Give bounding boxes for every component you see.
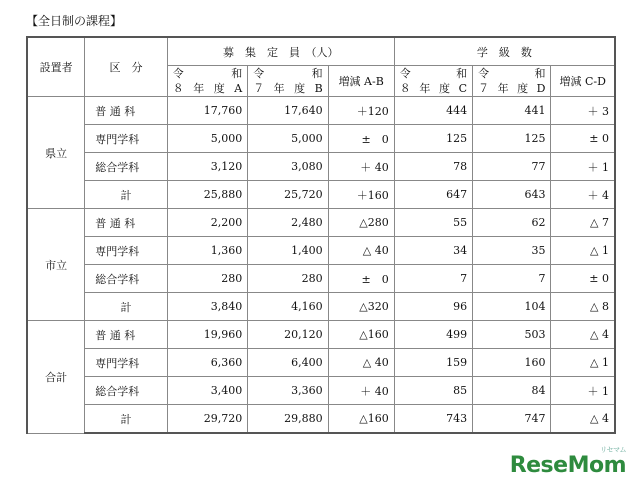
capacity-b-cell: 5,000	[248, 125, 328, 153]
capacity-a-cell: 1,360	[167, 237, 247, 265]
classes-d-cell: 160	[473, 349, 551, 377]
header-glyph: 令	[253, 67, 265, 80]
header-glyph: C	[458, 82, 468, 95]
capacity-b-cell: 25,720	[248, 181, 328, 209]
table-row	[27, 293, 615, 321]
header-glyph: 和	[231, 67, 243, 80]
table-row	[27, 321, 615, 349]
capacity-diff-cell: △160	[328, 405, 394, 434]
capacity-b-cell: 1,400	[248, 237, 328, 265]
capacity-diff-cell: △160	[328, 321, 394, 349]
logo-ruby: リセマム	[600, 446, 626, 454]
header-glyph: 和	[311, 67, 323, 80]
header-glyph: 年	[419, 82, 431, 95]
capacity-a-cell: 6,360	[167, 349, 247, 377]
classes-diff-cell: ± 0	[551, 125, 615, 153]
header-founder: 設置者	[27, 37, 85, 97]
header-glyph: 令	[478, 67, 490, 80]
classes-c-cell: 647	[394, 181, 472, 209]
classes-d-cell: 441	[473, 97, 551, 125]
capacity-diff-cell: △280	[328, 209, 394, 237]
classes-d-cell: 77	[473, 153, 551, 181]
classes-c-cell: 125	[394, 125, 472, 153]
capacity-a-cell: 17,760	[167, 97, 247, 125]
capacity-diff-cell: ± 0	[328, 265, 394, 293]
header-glyph: ８	[399, 82, 411, 95]
classes-d-cell: 643	[473, 181, 551, 209]
resemom-logo	[509, 446, 626, 478]
category-cell: 総合学科	[85, 265, 168, 293]
header-glyph: ８	[172, 82, 184, 95]
capacity-diff-cell: ± 0	[328, 125, 394, 153]
classes-diff-cell: ± 0	[551, 265, 615, 293]
header-glyph: 年	[497, 82, 509, 95]
capacity-diff-cell: △320	[328, 293, 394, 321]
category-cell: 普 通 科	[85, 97, 168, 125]
table-row	[27, 237, 615, 265]
capacity-a-cell: 3,400	[167, 377, 247, 405]
classes-diff-cell: ＋ 3	[551, 97, 615, 125]
header-col-b	[248, 66, 328, 97]
category-cell: 計	[85, 293, 168, 321]
capacity-b-cell: 4,160	[248, 293, 328, 321]
capacity-b-cell: 29,880	[248, 405, 328, 434]
capacity-a-cell: 3,840	[167, 293, 247, 321]
classes-diff-cell: ＋ 4	[551, 181, 615, 209]
capacity-a-cell: 25,880	[167, 181, 247, 209]
capacity-diff-cell: ＋ 40	[328, 377, 394, 405]
capacity-b-cell: 2,480	[248, 209, 328, 237]
classes-diff-cell: ＋ 1	[551, 153, 615, 181]
classes-d-cell: 84	[473, 377, 551, 405]
classes-c-cell: 34	[394, 237, 472, 265]
capacity-a-cell: 29,720	[167, 405, 247, 434]
logo-text: ReseMom	[509, 453, 626, 478]
header-glyph: 令	[399, 67, 411, 80]
classes-d-cell: 7	[473, 265, 551, 293]
header-col-c	[394, 66, 472, 97]
capacity-b-cell: 3,080	[248, 153, 328, 181]
capacity-b-cell: 3,360	[248, 377, 328, 405]
group-label: 県立	[27, 97, 85, 209]
classes-d-cell: 747	[473, 405, 551, 434]
capacity-diff-cell: ＋ 40	[328, 153, 394, 181]
classes-diff-cell: △ 8	[551, 293, 615, 321]
capacity-a-cell: 19,960	[167, 321, 247, 349]
capacity-b-cell: 6,400	[248, 349, 328, 377]
header-glyph: A	[234, 82, 243, 95]
category-cell: 普 通 科	[85, 321, 168, 349]
header-glyph: 度	[439, 82, 451, 95]
table-row	[27, 265, 615, 293]
classes-diff-cell: △ 4	[551, 405, 615, 434]
header-col-cd: 増減 C-D	[551, 66, 615, 97]
category-cell: 専門学科	[85, 125, 168, 153]
header-division: 区 分	[85, 37, 168, 97]
header-glyph: 和	[534, 67, 546, 80]
category-cell: 計	[85, 181, 168, 209]
header-col-d	[473, 66, 551, 97]
classes-d-cell: 503	[473, 321, 551, 349]
group-label: 市立	[27, 209, 85, 321]
category-cell: 総合学科	[85, 153, 168, 181]
table-row	[27, 405, 615, 434]
classes-c-cell: 55	[394, 209, 472, 237]
classes-c-cell: 444	[394, 97, 472, 125]
header-glyph: 度	[517, 82, 529, 95]
table-row	[27, 349, 615, 377]
header-classes: 学 級 数	[394, 37, 615, 66]
classes-d-cell: 35	[473, 237, 551, 265]
enrollment-table	[26, 36, 616, 434]
classes-c-cell: 159	[394, 349, 472, 377]
header-col-a	[167, 66, 247, 97]
capacity-a-cell: 280	[167, 265, 247, 293]
capacity-diff-cell: △ 40	[328, 349, 394, 377]
capacity-diff-cell: △ 40	[328, 237, 394, 265]
classes-c-cell: 499	[394, 321, 472, 349]
classes-d-cell: 62	[473, 209, 551, 237]
header-col-ab: 増減 A-B	[328, 66, 394, 97]
classes-diff-cell: ＋ 1	[551, 377, 615, 405]
table-row	[27, 377, 615, 405]
classes-diff-cell: △ 1	[551, 237, 615, 265]
classes-diff-cell: △ 4	[551, 321, 615, 349]
capacity-a-cell: 2,200	[167, 209, 247, 237]
header-glyph: 和	[456, 67, 468, 80]
header-glyph: 度	[213, 82, 225, 95]
header-glyph: 度	[294, 82, 306, 95]
capacity-a-cell: 5,000	[167, 125, 247, 153]
table-row	[27, 97, 615, 125]
capacity-b-cell: 17,640	[248, 97, 328, 125]
header-glyph: D	[536, 82, 546, 95]
table-row	[27, 125, 615, 153]
category-cell: 計	[85, 405, 168, 434]
classes-c-cell: 85	[394, 377, 472, 405]
classes-diff-cell: △ 1	[551, 349, 615, 377]
category-cell: 専門学科	[85, 237, 168, 265]
classes-c-cell: 96	[394, 293, 472, 321]
classes-d-cell: 104	[473, 293, 551, 321]
table-row	[27, 153, 615, 181]
header-capacity: 募 集 定 員 （人）	[167, 37, 394, 66]
header-glyph: ７	[478, 82, 490, 95]
capacity-b-cell: 20,120	[248, 321, 328, 349]
capacity-diff-cell: ＋160	[328, 181, 394, 209]
capacity-b-cell: 280	[248, 265, 328, 293]
capacity-a-cell: 3,120	[167, 153, 247, 181]
header-glyph: 年	[193, 82, 205, 95]
category-cell: 専門学科	[85, 349, 168, 377]
capacity-diff-cell: ＋120	[328, 97, 394, 125]
header-glyph: 年	[273, 82, 285, 95]
classes-diff-cell: △ 7	[551, 209, 615, 237]
category-cell: 普 通 科	[85, 209, 168, 237]
classes-c-cell: 78	[394, 153, 472, 181]
table-row	[27, 209, 615, 237]
header-glyph: B	[314, 82, 323, 95]
classes-c-cell: 743	[394, 405, 472, 434]
header-glyph: ７	[253, 82, 265, 95]
category-cell: 総合学科	[85, 377, 168, 405]
table-row	[27, 181, 615, 209]
classes-d-cell: 125	[473, 125, 551, 153]
classes-c-cell: 7	[394, 265, 472, 293]
table-caption: 【全日制の課程】	[26, 14, 123, 28]
group-label: 合計	[27, 321, 85, 434]
header-glyph: 令	[172, 67, 184, 80]
